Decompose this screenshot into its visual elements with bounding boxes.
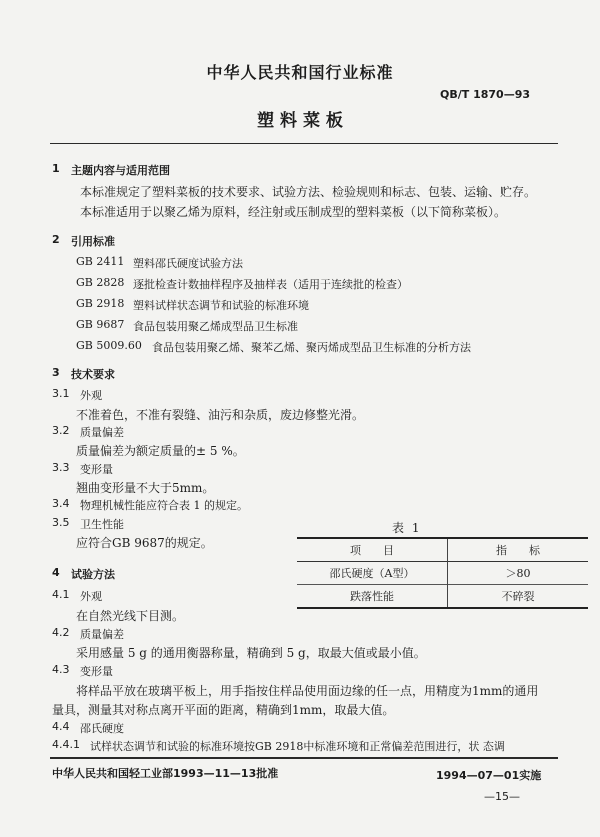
reference-title: 塑料邵氏硬度试验方法 bbox=[133, 257, 243, 270]
table-cell-value: ＞80 bbox=[505, 567, 531, 580]
clause-3-5-text: 应符合GB 9687的规定。 bbox=[76, 536, 213, 550]
page-number: —15— bbox=[484, 790, 520, 803]
section-4-heading: 试验方法 bbox=[71, 568, 115, 581]
reference-title: 食品包装用聚乙烯成型品卫生标准 bbox=[133, 320, 298, 333]
reference-code: GB 9687 bbox=[76, 318, 125, 331]
clause-4-3-title: 变形量 bbox=[80, 665, 113, 678]
footer-rule bbox=[50, 757, 558, 759]
clause-4-2-number: 4.2 bbox=[52, 626, 70, 639]
clause-4-4-1-number: 4.4.1 bbox=[52, 738, 80, 751]
table-cell-value: 不碎裂 bbox=[501, 590, 535, 603]
table-header-item: 项 目 bbox=[297, 538, 448, 562]
clause-3-1-text: 不准着色，不准有裂缝、油污和杂质，废边修整光滑。 bbox=[76, 408, 365, 422]
table-cell-item: 邵氏硬度（A型） bbox=[297, 562, 448, 585]
clause-4-4-title: 邵氏硬度 bbox=[80, 722, 124, 735]
table-1-caption: 表 1 bbox=[392, 521, 422, 535]
section-1-paragraph-1: 本标准规定了塑料菜板的技术要求、试验方法、检验规则和标志、包装、运输、贮存。 bbox=[80, 185, 537, 199]
section-1-heading: 主题内容与适用范围 bbox=[71, 164, 170, 177]
clause-4-1-text: 在自然光线下目测。 bbox=[76, 609, 185, 623]
clause-3-2-title: 质量偏差 bbox=[80, 426, 124, 439]
document-title: 塑 料 菜 板 bbox=[257, 111, 343, 131]
header-rule bbox=[50, 143, 558, 144]
clause-3-2-text: 质量偏差为额定质量的± 5 %。 bbox=[76, 444, 245, 458]
reference-code: GB 5009.60 bbox=[76, 339, 142, 352]
clause-4-1-number: 4.1 bbox=[52, 588, 70, 601]
section-1-number: 1 bbox=[52, 162, 60, 175]
section-3-heading: 技术要求 bbox=[71, 368, 115, 381]
section-2-number: 2 bbox=[52, 233, 60, 246]
clause-4-2-text: 采用感量 5 g 的通用衡器称量，精确到 5 g，取最大值或最小值。 bbox=[76, 646, 426, 660]
reference-title: 塑料试样状态调节和试验的标准环境 bbox=[133, 299, 309, 312]
reference-title: 食品包装用聚乙烯、聚苯乙烯、聚丙烯成型品卫生标准的分析方法 bbox=[152, 341, 471, 354]
section-2-heading: 引用标准 bbox=[71, 235, 115, 248]
clause-3-3-text: 翘曲变形量不大于5mm。 bbox=[76, 481, 215, 495]
clause-4-4-1-text: 试样状态调节和试验的标准环境按GB 2918中标准环境和正常偏差范围进行，状 态调 bbox=[90, 740, 505, 753]
section-4-number: 4 bbox=[52, 566, 60, 579]
clause-4-3-text-line-2: 量具，测量其对称点离开平面的距离，精确到1mm，取最大值。 bbox=[52, 703, 395, 717]
table-row bbox=[297, 585, 588, 609]
clause-3-3-number: 3.3 bbox=[52, 461, 70, 474]
clause-3-1-number: 3.1 bbox=[52, 387, 70, 400]
reference-code: GB 2828 bbox=[76, 276, 125, 289]
clause-3-1-title: 外观 bbox=[80, 389, 102, 402]
national-standard-title: 中华人民共和国行业标准 bbox=[206, 63, 394, 82]
clause-4-3-number: 4.3 bbox=[52, 663, 70, 676]
clause-3-3-title: 变形量 bbox=[80, 463, 113, 476]
table-row bbox=[297, 562, 588, 585]
clause-3-4-number: 3.4 bbox=[52, 497, 70, 510]
table-header-row bbox=[297, 538, 588, 562]
clause-3-4-text: 物理机械性能应符合表 1 的规定。 bbox=[80, 499, 248, 512]
clause-3-5-number: 3.5 bbox=[52, 516, 70, 529]
table-header-value: 指 标 bbox=[496, 544, 540, 557]
reference-code: GB 2411 bbox=[76, 255, 125, 268]
section-1-paragraph-2: 本标准适用于以聚乙烯为原料，经注射或压制成型的塑料菜板（以下简称菜板）。 bbox=[80, 205, 507, 219]
table-cell-item: 跌落性能 bbox=[297, 585, 448, 609]
table-1 bbox=[297, 537, 588, 609]
clause-4-4-number: 4.4 bbox=[52, 720, 70, 733]
approval-statement: 中华人民共和国轻工业部1993—11—13批准 bbox=[52, 767, 279, 780]
reference-title: 逐批检查计数抽样程序及抽样表（适用于连续批的检查） bbox=[133, 278, 408, 291]
clause-4-1-title: 外观 bbox=[80, 590, 102, 603]
clause-4-3-text-line-1: 将样品平放在玻璃平板上，用手指按住样品使用面边缘的任一点，用精度为1mm的通用 bbox=[76, 684, 539, 698]
effective-date: 1994—07—01实施 bbox=[436, 769, 542, 782]
clause-4-2-title: 质量偏差 bbox=[80, 628, 124, 641]
clause-3-2-number: 3.2 bbox=[52, 424, 70, 437]
clause-3-5-title: 卫生性能 bbox=[80, 518, 124, 531]
section-3-number: 3 bbox=[52, 366, 60, 379]
standard-code: QB/T 1870—93 bbox=[440, 88, 531, 101]
reference-code: GB 2918 bbox=[76, 297, 125, 310]
